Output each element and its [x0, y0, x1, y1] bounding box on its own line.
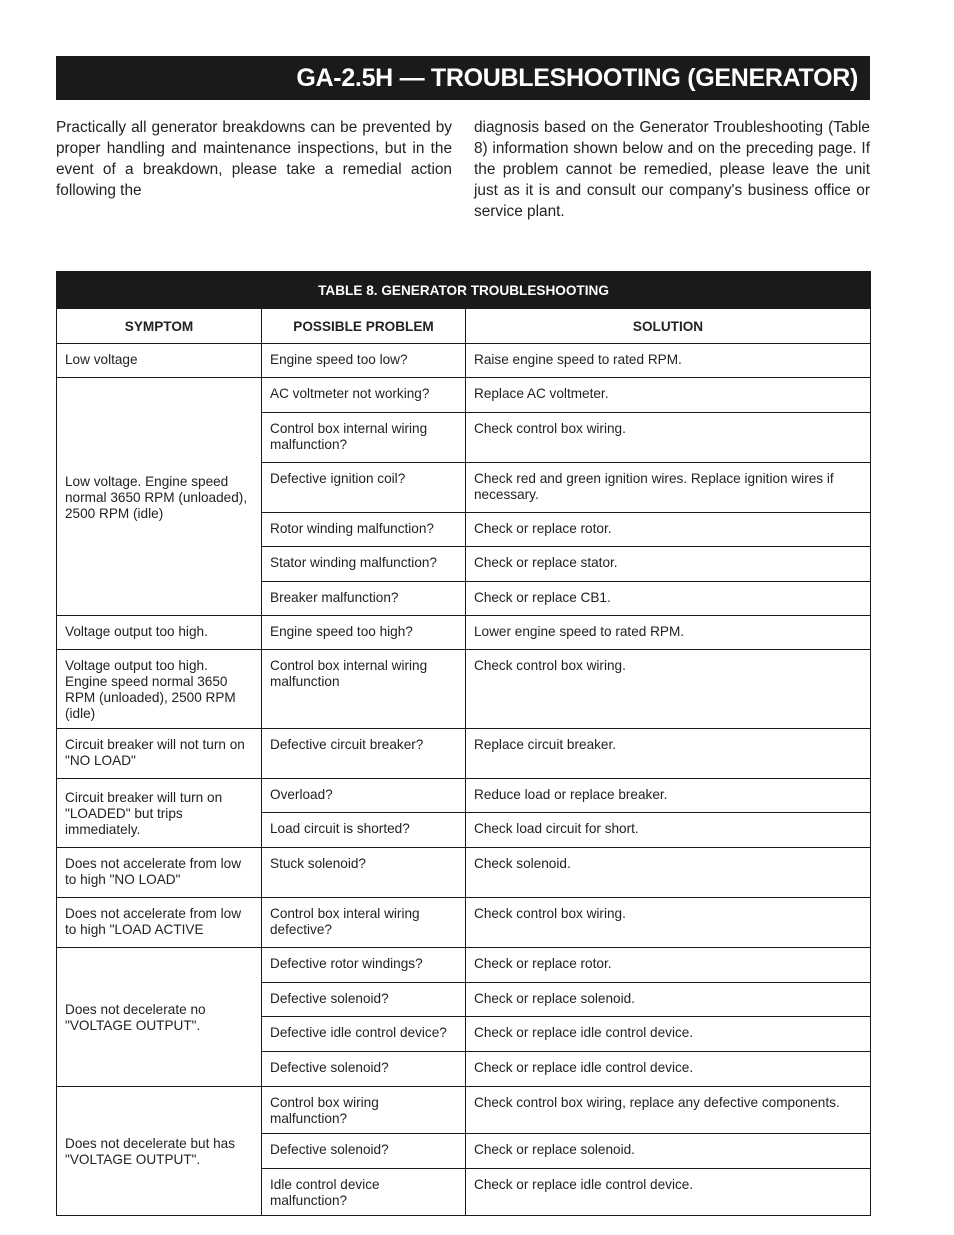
- problem-cell: Defective solenoid?: [262, 1052, 466, 1087]
- table-row: [57, 779, 871, 813]
- symptom-cell: Circuit breaker will turn on "LOADED" but trips immediately.: [57, 779, 262, 848]
- solution-cell: Check control box wiring.: [466, 413, 871, 463]
- table-title: TABLE 8. GENERATOR TROUBLESHOOTING: [57, 272, 871, 309]
- table-row: [57, 616, 871, 650]
- table-body: [57, 344, 871, 1216]
- solution-cell: Lower engine speed to rated RPM.: [466, 616, 871, 650]
- problem-cell: AC voltmeter not working?: [262, 378, 466, 413]
- column-header-symptom: SYMPTOM: [57, 309, 262, 344]
- solution-cell: Check red and green ignition wires. Replace ignition wires if necessary.: [466, 463, 871, 513]
- solution-cell: Check control box wiring, replace any defective components.: [466, 1087, 871, 1134]
- table-row: [57, 1087, 871, 1134]
- solution-cell: Check or replace rotor.: [466, 948, 871, 983]
- problem-cell: Idle control device malfunction?: [262, 1169, 466, 1216]
- page-title: GA-2.5H — TROUBLESHOOTING (GENERATOR): [296, 64, 858, 92]
- problem-cell: Engine speed too high?: [262, 616, 466, 650]
- problem-cell: Breaker malfunction?: [262, 582, 466, 616]
- page-header-banner: [56, 56, 870, 100]
- symptom-cell: Does not decelerate but has "VOLTAGE OUTPUT".: [57, 1087, 262, 1216]
- problem-cell: Rotor winding malfunction?: [262, 513, 466, 547]
- table-row: [57, 948, 871, 983]
- solution-cell: Check or replace idle control device.: [466, 1017, 871, 1052]
- symptom-cell: Voltage output too high.: [57, 616, 262, 650]
- solution-cell: Check or replace rotor.: [466, 513, 871, 547]
- intro-paragraph-right: diagnosis based on the Generator Troubleshooting (Table 8) information shown below and on the preceding page. If the problem cannot be remedied, please leave the unit just as it is and consult our company's business office or service plant.: [474, 119, 870, 220]
- table-row: [57, 650, 871, 729]
- solution-cell: Check or replace CB1.: [466, 582, 871, 616]
- solution-cell: Check load circuit for short.: [466, 813, 871, 848]
- solution-cell: Check or replace idle control device.: [466, 1052, 871, 1087]
- table-row: [57, 344, 871, 378]
- solution-cell: Replace circuit breaker.: [466, 729, 871, 779]
- problem-cell: Stator winding malfunction?: [262, 547, 466, 582]
- solution-cell: Check control box wiring.: [466, 650, 871, 729]
- symptom-cell: Does not decelerate no "VOLTAGE OUTPUT".: [57, 948, 262, 1087]
- problem-cell: Control box wiring malfunction?: [262, 1087, 466, 1134]
- troubleshooting-table: [56, 271, 871, 1216]
- symptom-cell: Circuit breaker will not turn on "NO LOAD": [57, 729, 262, 779]
- column-header-solution: SOLUTION: [466, 309, 871, 344]
- problem-cell: Defective rotor windings?: [262, 948, 466, 983]
- solution-cell: Check or replace solenoid.: [466, 1134, 871, 1169]
- problem-cell: Stuck solenoid?: [262, 848, 466, 898]
- table-row: [57, 848, 871, 898]
- table-row: [57, 378, 871, 413]
- table-row: [57, 729, 871, 779]
- symptom-cell: Low voltage. Engine speed normal 3650 RPM (unloaded), 2500 RPM (idle): [57, 378, 262, 616]
- problem-cell: Control box internal wiring malfunction?: [262, 413, 466, 463]
- problem-cell: Engine speed too low?: [262, 344, 466, 378]
- solution-cell: Check or replace stator.: [466, 547, 871, 582]
- problem-cell: Control box internal wiring malfunction: [262, 650, 466, 729]
- symptom-cell: Low voltage: [57, 344, 262, 378]
- solution-cell: Raise engine speed to rated RPM.: [466, 344, 871, 378]
- problem-cell: Defective ignition coil?: [262, 463, 466, 513]
- solution-cell: Check control box wiring.: [466, 898, 871, 948]
- solution-cell: Check or replace idle control device.: [466, 1169, 871, 1216]
- symptom-cell: Does not accelerate from low to high "NO LOAD": [57, 848, 262, 898]
- problem-cell: Defective solenoid?: [262, 983, 466, 1017]
- problem-cell: Overload?: [262, 779, 466, 813]
- problem-cell: Defective idle control device?: [262, 1017, 466, 1052]
- solution-cell: Reduce load or replace breaker.: [466, 779, 871, 813]
- solution-cell: Check solenoid.: [466, 848, 871, 898]
- intro-paragraph-left: Practically all generator breakdowns can be prevented by proper handling and maintenance inspections, but in the event of a breakdown, please take a remedial action following the: [56, 119, 452, 199]
- symptom-cell: Does not accelerate from low to high "LOAD ACTIVE: [57, 898, 262, 948]
- problem-cell: Defective circuit breaker?: [262, 729, 466, 779]
- solution-cell: Check or replace solenoid.: [466, 983, 871, 1017]
- solution-cell: Replace AC voltmeter.: [466, 378, 871, 413]
- problem-cell: Control box interal wiring defective?: [262, 898, 466, 948]
- problem-cell: Defective solenoid?: [262, 1134, 466, 1169]
- table-row: [57, 898, 871, 948]
- column-header-problem: POSSIBLE PROBLEM: [262, 309, 466, 344]
- symptom-cell: Voltage output too high. Engine speed normal 3650 RPM (unloaded), 2500 RPM (idle): [57, 650, 262, 729]
- problem-cell: Load circuit is shorted?: [262, 813, 466, 848]
